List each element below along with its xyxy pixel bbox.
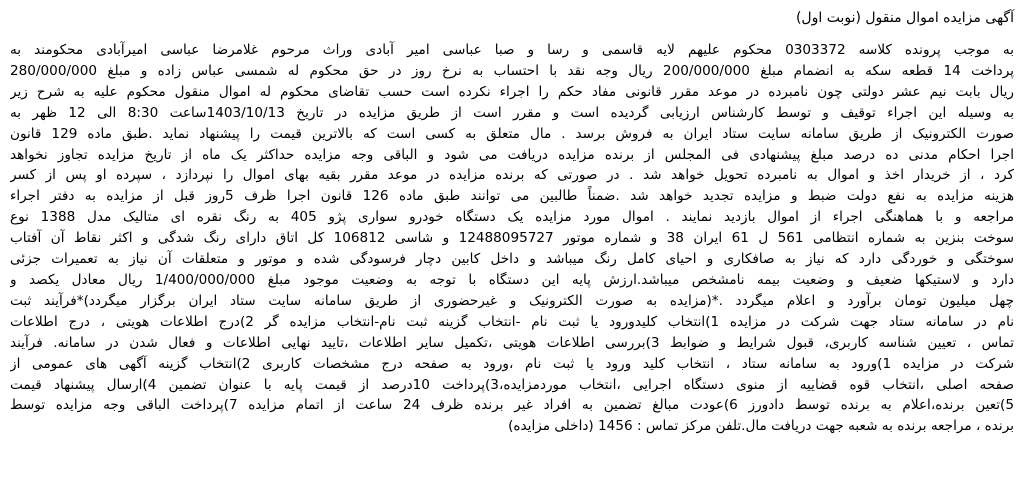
notice-line: چهل میلیون تومان برآورد و اعلام میگردد .*(مزایده به صورت الکترونیک و غیرحضوری از طریق سامانه سایت ستاد ایران برگزار میگردد)*فرآیند ثبت	[10, 292, 1014, 309]
notice-line: سوختگی و خوردگی دارد که نیاز به صافکاری و احیای کامل رنگ میباشد و داخل کابین دچار فرسودگی شده و موتور و متعلقات آن نیاز به تعمیرات جزئی	[10, 251, 1014, 268]
notice-line: صفحه اصلی ،انتخاب قوه قضاییه از منوی دستگاه اجرایی ،انتخاب موردمزایده،3)پرداخت 10درصد از قیمت پایه با عنوان تضمین 4)ارسال پیشنهاد قیمت	[10, 376, 1014, 393]
notice-line: تماس ، تعیین شناسه کاربری، قبول شرایط و ضوابط 3)بررسی اطلاعات هویتی ،تکمیل سایر اطلاعات ،تایید نهایی اطلاعات و فعال شدن در سامانه. فرآیند	[10, 334, 1014, 351]
notice-line: اجرا احکام مدنی ده درصد مبلغ پیشنهادی فی المجلس از برنده مزایده دریافت می شود و الباقی وجه مزایده حداکثر یک ماه از تاریخ مزایده تجاوز نخواهد	[10, 146, 1014, 163]
notice-line: 5)تعین برنده،اعلام به برنده توسط دادورز 6)عودت مبالغ تضمین به افراد غیر برنده ظرف 24 ساعت از اتمام مزایده 7)پرداخت الباقی وجه مزایده توسط	[10, 397, 1014, 414]
notice-line: کرد ، از خریدار اخذ و اموال به نامبرده تحویل خواهد شد . در صورتی که برنده مزایده در موعد مقرر بقیه بهای اموال را نپردازد ، سپرده او پس از کسر	[10, 167, 1014, 184]
notice-line: به وسیله این اجراء توقیف و توسط کارشناس ارزیابی گردیده است و مقرر است از طریق مزایده در تاریخ 1403/10/13ساعت 8:30 الی 12 ظهر به	[10, 104, 1014, 121]
notice-title: آگهی مزایده اموال منقول (نوبت اول)	[795, 10, 1014, 26]
notice-line: مراجعه و با هماهنگی اجراء از اموال بازدید نمایند . اموال مورد مزایده یک دستگاه خودرو سواری پژو 405 به رنگ نقره ای متالیک مدل 1388 نوع	[10, 209, 1014, 226]
notice-line: دارد و لاستیکها ضعیف و وضعیت بیمه نامشخص میباشد.ارزش پایه این دستگاه با توجه به وضعیت موجود مبلغ 1/400/000/000 ریال معادل یکصد و	[10, 271, 1014, 288]
notice-line: هزینه مزایده به نفع دولت ضبط و مزایده تجدید خواهد شد .ضمناً طالبین می توانند طبق ماده 126 قانون اجرا ظرف 5روز قبل از مزایده به دفتر اجراء	[10, 188, 1014, 205]
notice-line: ریال بابت نیم عشر دولتی چون نامبرده در موعد مقرر قانونی مفاد حکم را اجراء نکرده است حسب تقاضای محکوم له اموال منقول محکوم علیه به شرح زیر	[10, 83, 1014, 100]
notice-line: نام در سامانه ستاد جهت شرکت در مزایده 1)انتخاب کلیدورود یا ثبت نام -انتخاب گزینه ثبت نام-انتخاب مزایده گر 2)درج اطلاعات هویتی ، درج اطلاعات	[10, 313, 1014, 330]
notice-line: برنده ، مراجعه برنده به شعبه جهت دریافت مال.تلفن مرکز تماس : 1456 (داخلی مزایده)	[508, 418, 1014, 435]
notice-body	[10, 40, 1014, 437]
notice-line: به موجب پرونده کلاسه 0303372 محکوم علیهم لایه قاسمی و رسا و صبا عباسی امیر آبادی وراث مرحوم غلامرضا عباسی امیرآبادی محکومند به	[10, 42, 1014, 58]
notice-line: سوخت بنزین به شماره انتظامی 561 ل 61 ایران 38 و شماره موتور 12488095727 و شاسی 106812 کل اتاق دارای رنگ شدگی و اکثر نقاط آن آفتاب	[10, 230, 1014, 247]
notice-line: صورت الکترونیک از طریق سامانه سایت ستاد ایران به فروش برسد . مال متعلق به کسی است که بالاترین قیمت را پیشنهاد نماید .طبق ماده 129 قانون	[10, 125, 1014, 142]
notice-line: پرداخت 14 قطعه سکه به انضمام مبلغ 200/000/000 ریال وجه نقد با احتساب به نرخ روز در حق محکوم له شمسی عباس زاده و مبلغ 280/000/000	[10, 62, 1014, 79]
notice-line: شرکت در مزایده 1)ورود به سامانه ستاد ، انتخاب کلید ورود یا ثبت نام ،ورود به صفحه درج مشخصات کاربری 2)انتخاب گزینه آگهی های عمومی از	[10, 355, 1014, 372]
